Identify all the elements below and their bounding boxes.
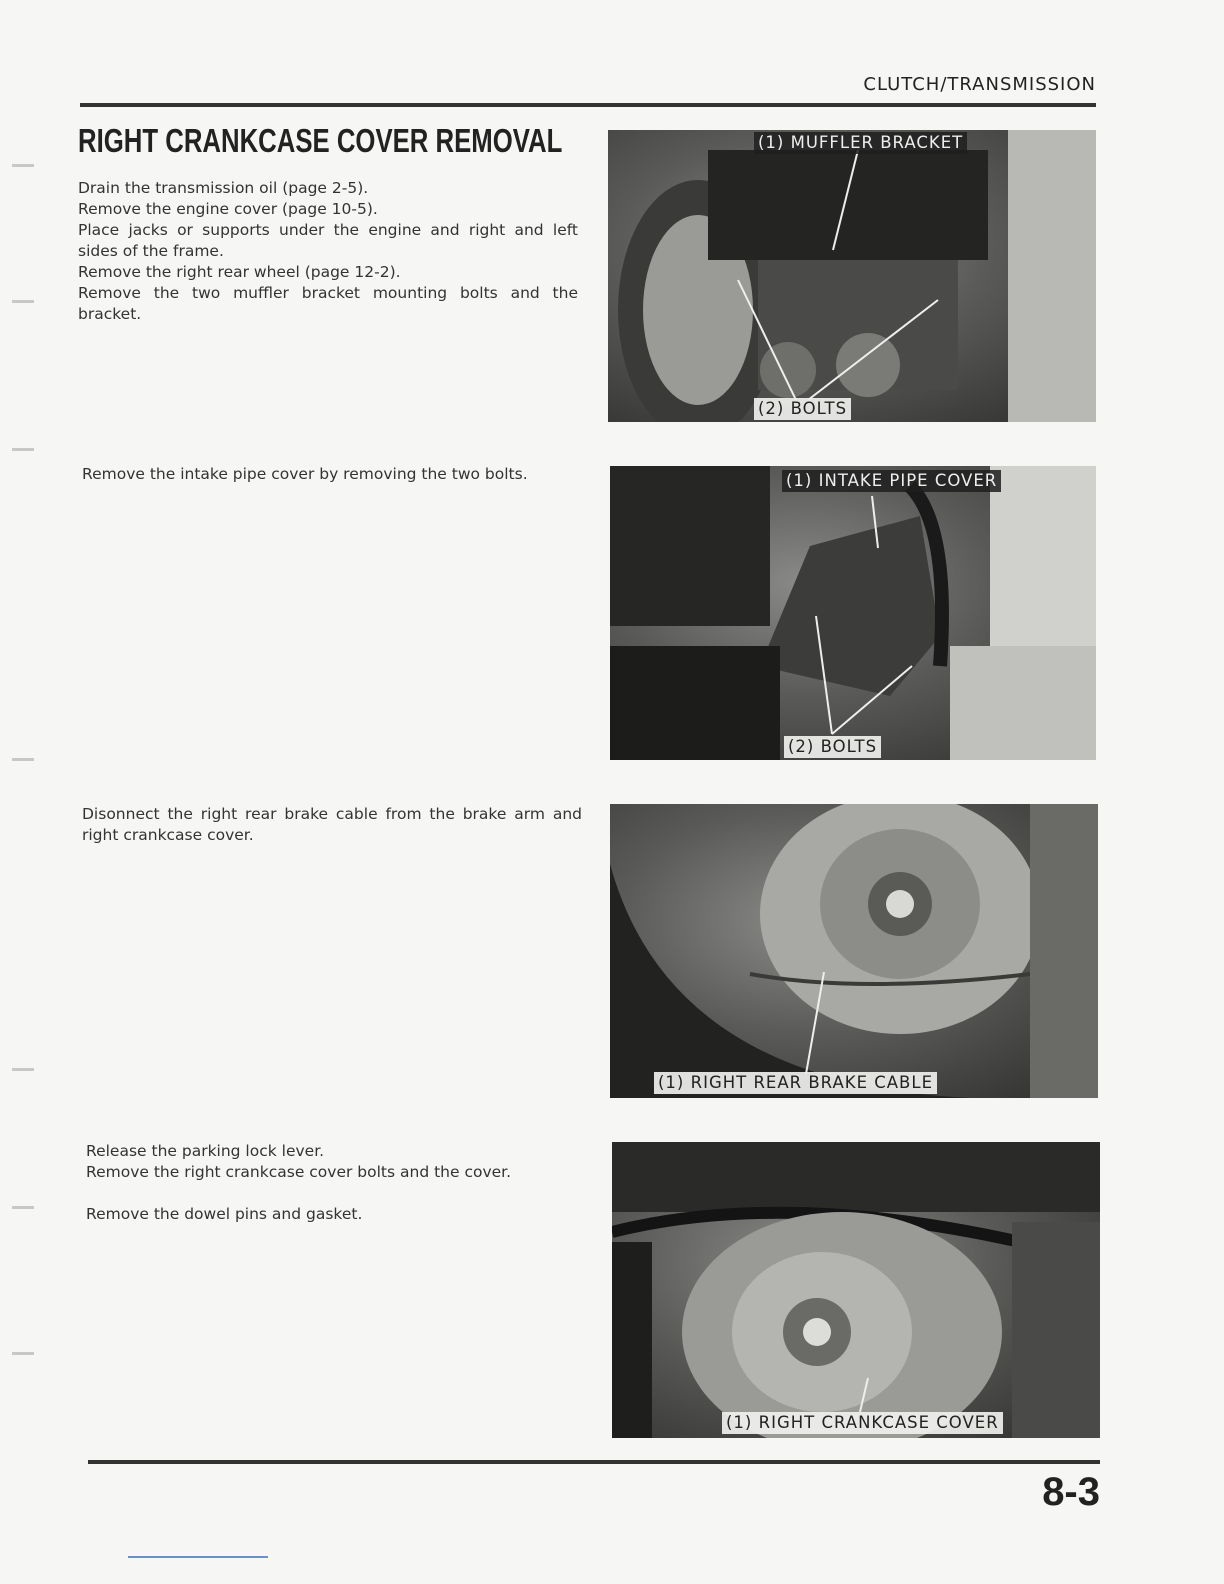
margin-mark (12, 448, 34, 451)
photo-muffler-bracket (608, 130, 1096, 422)
callout-right-rear-brake-cable: (1) RIGHT REAR BRAKE CABLE (654, 1072, 937, 1094)
photo-right-rear-brake-cable (610, 804, 1098, 1098)
margin-mark (12, 164, 34, 167)
header-rule (80, 103, 1096, 107)
footer-rule (88, 1460, 1100, 1464)
step-paragraph: Disonnect the right rear brake cable from the brake arm and right crankcase cover. (82, 805, 582, 844)
margin-mark (12, 1352, 34, 1355)
callout-bolts: (2) BOLTS (754, 398, 851, 420)
step-3-text (82, 804, 582, 846)
step-1-text (78, 178, 578, 325)
step-paragraph: Drain the transmission oil (page 2-5). (78, 179, 369, 197)
page-number: 8-3 (1042, 1470, 1100, 1514)
margin-mark (12, 1068, 34, 1071)
photo-intake-pipe-cover (610, 466, 1096, 760)
step-paragraph: Remove the intake pipe cover by removing the two bolts. (82, 465, 528, 483)
callout-right-crankcase-cover: (1) RIGHT CRANKCASE COVER (722, 1412, 1003, 1434)
step-4-text (86, 1141, 586, 1225)
callout-intake-pipe-cover: (1) INTAKE PIPE COVER (782, 470, 1001, 492)
step-paragraph: Remove the dowel pins and gasket. (86, 1205, 363, 1223)
step-paragraph: Place jacks or supports under the engine and right and left sides of the frame. (78, 221, 578, 260)
margin-mark (12, 758, 34, 761)
callout-muffler-bracket: (1) MUFFLER BRACKET (754, 132, 967, 154)
photo-right-crankcase-cover (612, 1142, 1100, 1438)
margin-mark (12, 300, 34, 303)
page-title: RIGHT CRANKCASE COVER REMOVAL (78, 122, 563, 159)
step-paragraph: Remove the right rear wheel (page 12-2). (78, 263, 401, 281)
margin-mark (12, 1206, 34, 1209)
section-header: CLUTCH/TRANSMISSION (863, 74, 1096, 95)
step-2-text (82, 464, 582, 485)
step-paragraph: Remove the right crankcase cover bolts and the cover. (86, 1163, 512, 1181)
footer-link-underline (128, 1556, 268, 1558)
step-paragraph: Remove the engine cover (page 10-5). (78, 200, 378, 218)
step-paragraph: Release the parking lock lever. (86, 1142, 325, 1160)
callout-bolts: (2) BOLTS (784, 736, 881, 758)
step-paragraph: Remove the two muffler bracket mounting bolts and the bracket. (78, 284, 578, 323)
